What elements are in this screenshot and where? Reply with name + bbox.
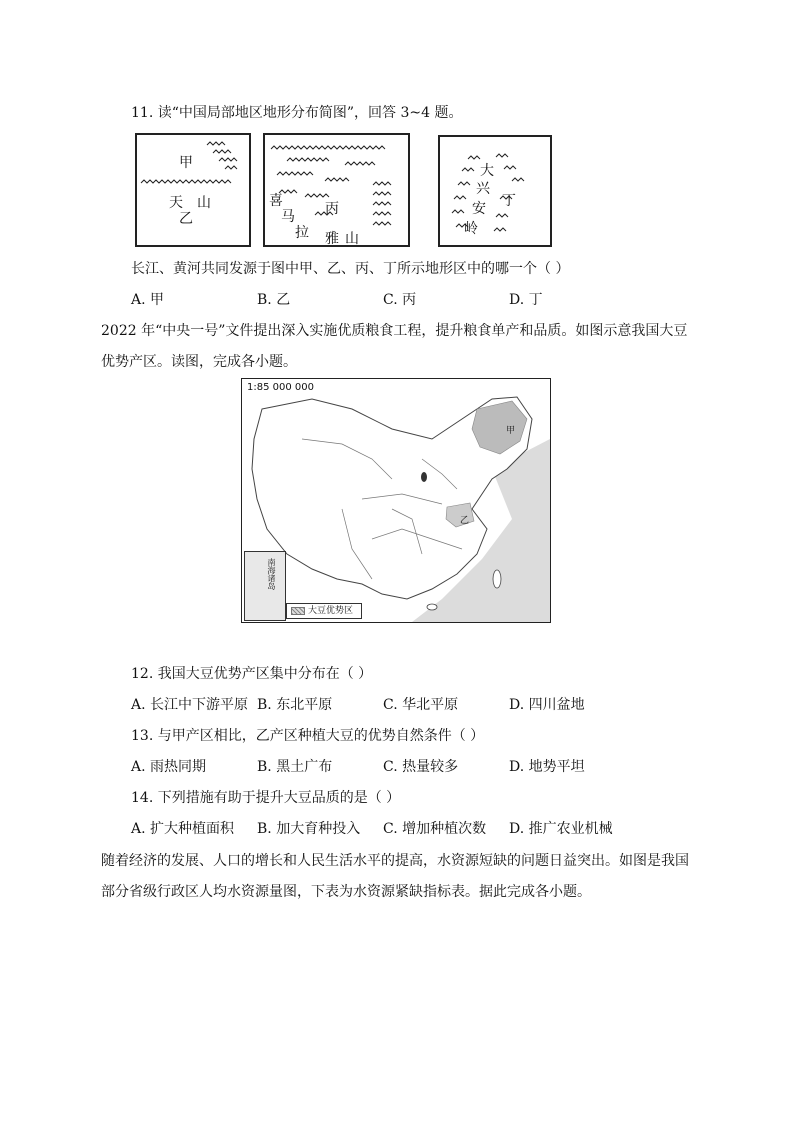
- q14-option-d[interactable]: D. 推广农业机械: [509, 821, 613, 837]
- q13-option-d[interactable]: D. 地势平坦: [509, 759, 585, 775]
- q11-option-c[interactable]: C. 丙: [383, 292, 417, 308]
- map-legend: [286, 603, 362, 619]
- q13-option-c[interactable]: C. 热量较多: [383, 759, 459, 775]
- label-da: 大: [480, 163, 494, 179]
- label-yi: 乙: [179, 211, 193, 227]
- label-bing: 丙: [325, 201, 339, 217]
- mountain-symbols-2: [265, 135, 408, 245]
- q12-option-c[interactable]: C. 华北平原: [383, 697, 459, 713]
- q11-stem: 11. 读“中国局部地区地形分布简图”，回答 3~4 题。: [131, 105, 463, 121]
- q12-option-d[interactable]: D. 四川盆地: [509, 697, 585, 713]
- q13-option-b[interactable]: B. 黑土广布: [257, 759, 333, 775]
- q13-stem: 13. 与甲产区相比，乙产区种植大豆的优势自然条件（ ）: [131, 728, 485, 744]
- label-shan2: 山: [345, 231, 359, 247]
- q12-stem: 12. 我国大豆优势产区集中分布在（ ）: [131, 666, 373, 682]
- q14-option-c[interactable]: C. 增加种植次数: [383, 821, 487, 837]
- label-ding: 丁: [502, 193, 516, 209]
- q14-option-b[interactable]: B. 加大育种投入: [257, 821, 361, 837]
- intro3-line2: 部分省级行政区人均水资源量图，下表为水资源紧缺指标表。据此完成各小题。: [101, 884, 591, 900]
- label-an: 安: [472, 201, 486, 217]
- q13-option-a[interactable]: A. 雨热同期: [131, 759, 207, 775]
- intro3-line1: 随着经济的发展、人口的增长和人民生活水平的提高，水资源短缺的问题日益突出。如图是我国: [101, 853, 689, 869]
- region-label-jia: 甲: [506, 426, 516, 436]
- q14-stem: 14. 下列措施有助于提升大豆品质的是（ ）: [131, 790, 401, 806]
- legend-label: 大豆优势区: [308, 606, 354, 616]
- south-china-sea-inset: [244, 551, 286, 621]
- terrain-map-3: [438, 135, 552, 247]
- label-ya: 雅: [325, 231, 339, 247]
- label-xing: 兴: [476, 181, 490, 197]
- label-shan: 山: [197, 195, 211, 211]
- map-scale: 1:85 000 000: [247, 382, 314, 393]
- q11-option-d[interactable]: D. 丁: [509, 292, 543, 308]
- label-ma: 马: [281, 209, 295, 225]
- terrain-map-1: [135, 133, 251, 247]
- soybean-map: [241, 378, 551, 623]
- china-outline: [242, 379, 550, 622]
- mountain-symbols-3: [440, 137, 550, 245]
- label-jia: 甲: [179, 155, 193, 171]
- region-label-yi: 乙: [460, 516, 470, 526]
- q12-option-b[interactable]: B. 东北平原: [257, 697, 333, 713]
- q11-sub: 长江、黄河共同发源于图中甲、乙、丙、丁所示地形区中的哪一个（ ）: [131, 261, 570, 277]
- label-xi: 喜: [269, 193, 283, 209]
- q12-option-a[interactable]: A. 长江中下游平原: [131, 697, 249, 713]
- q11-option-a[interactable]: A. 甲: [131, 292, 165, 308]
- intro2-line1: 2022 年“中央一号”文件提出深入实施优质粮食工程，提升粮食单产和品质。如图示意我国大豆: [101, 323, 688, 339]
- label-la: 拉: [295, 225, 309, 241]
- inset-label: 南海诸岛: [267, 558, 276, 590]
- legend-swatch-icon: [291, 607, 305, 615]
- label-tian: 天: [169, 195, 183, 211]
- q11-option-b[interactable]: B. 乙: [257, 292, 291, 308]
- mountain-symbols-1: [137, 135, 249, 245]
- intro2-line2: 优势产区。读图，完成各小题。: [101, 354, 297, 370]
- q14-option-a[interactable]: A. 扩大种植面积: [131, 821, 235, 837]
- terrain-map-2: [263, 133, 410, 247]
- label-ling: 岭: [464, 221, 478, 237]
